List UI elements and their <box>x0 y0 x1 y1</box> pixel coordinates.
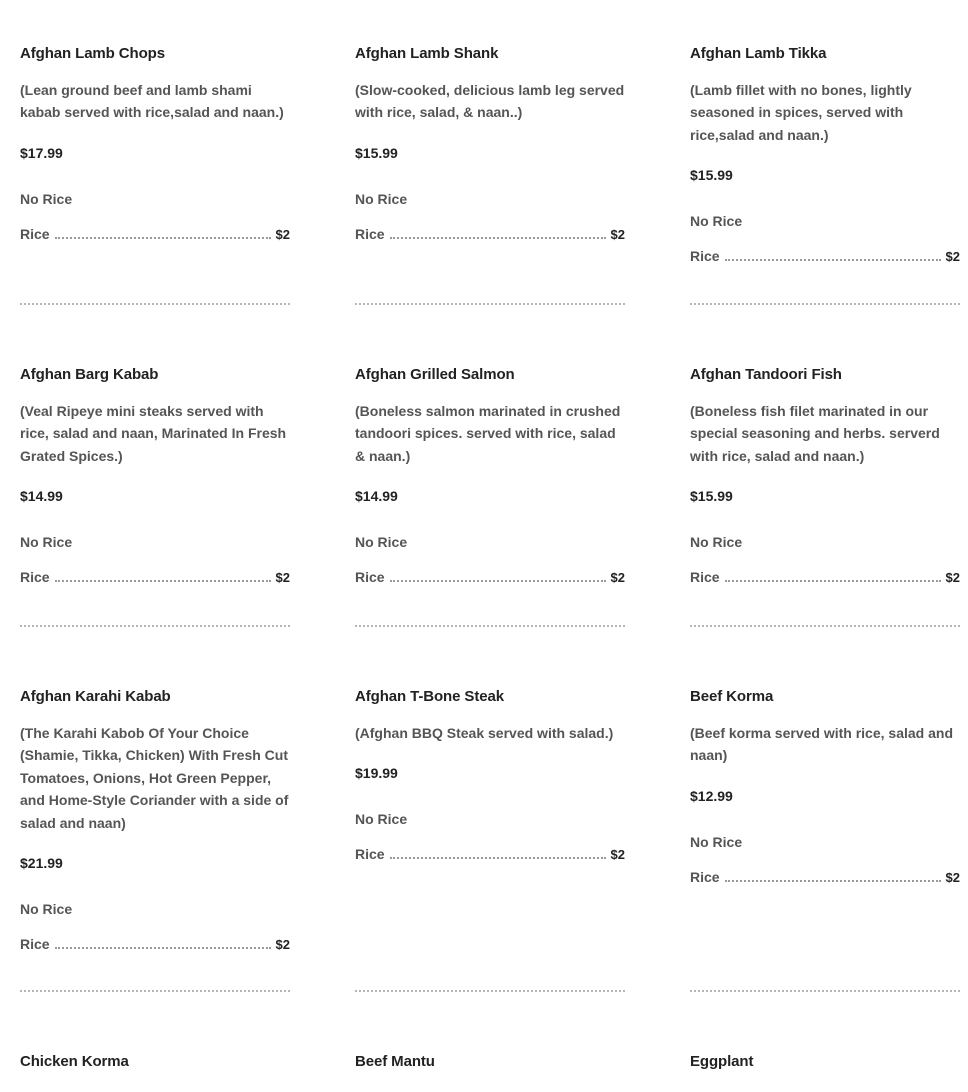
item-description: (Afghan BBQ Steak served with salad.) <box>355 725 614 741</box>
item-description: (Slow-cooked, delicious lamb leg served with rice, salad, & naan..) <box>355 82 625 121</box>
option-no-rice[interactable]: No Rice <box>355 811 408 828</box>
option-price: $2 <box>275 570 290 586</box>
menu-item-beef-korma[interactable] <box>690 688 960 887</box>
option-price: $2 <box>610 570 625 586</box>
item-name: Chicken Korma <box>20 1053 129 1070</box>
option-no-rice[interactable]: No Rice <box>355 190 408 207</box>
option-label: Rice <box>690 569 720 586</box>
option-label: Rice <box>20 569 50 586</box>
item-name: Afghan Lamb Shank <box>355 45 499 62</box>
menu-item-afghan-barg-kabab[interactable] <box>20 366 290 587</box>
item-price: $15.99 <box>690 167 733 184</box>
option-no-rice[interactable]: No Rice <box>690 213 743 230</box>
option-label: Rice <box>355 569 385 586</box>
dot-leader <box>725 569 941 582</box>
item-price: $15.99 <box>690 488 733 505</box>
item-description: (Veal Ripeye mini steaks served with rice, salad and naan, Marinated In Fresh Grated Spices.) <box>20 403 287 464</box>
option-price: $2 <box>275 226 290 242</box>
option-price: $2 <box>610 847 625 863</box>
item-separator <box>20 303 290 305</box>
menu-item-afghan-tandoori-fish[interactable] <box>690 366 960 587</box>
item-name: Afghan Tandoori Fish <box>690 366 842 383</box>
dot-leader <box>55 936 271 949</box>
item-separator <box>690 625 960 627</box>
option-rice[interactable] <box>20 568 290 587</box>
item-separator <box>690 303 960 305</box>
dot-leader <box>390 846 606 859</box>
option-rice[interactable] <box>355 568 625 587</box>
option-price: $2 <box>275 937 290 953</box>
item-description: (Lamb fillet with no bones, lightly seasoned in spices, served with rice,salad and naan.) <box>690 82 912 143</box>
item-name: Afghan T-Bone Steak <box>355 688 504 705</box>
item-separator <box>690 990 960 992</box>
option-no-rice[interactable]: No Rice <box>690 833 743 850</box>
item-price: $17.99 <box>20 144 63 161</box>
option-label: Rice <box>20 225 50 242</box>
option-no-rice[interactable]: No Rice <box>20 901 73 918</box>
item-separator <box>355 625 625 627</box>
item-description: (The Karahi Kabob Of Your Choice (Shamie, Tikka, Chicken) With Fresh Cut Tomatoes, Onions, Hot Green Pepper, and Home-Style Coriander with a side of salad and naan) <box>20 725 289 831</box>
item-name: Afghan Barg Kabab <box>20 366 159 383</box>
option-no-rice[interactable]: No Rice <box>355 534 408 551</box>
menu-item-afghan-lamb-shank[interactable] <box>355 45 625 244</box>
menu-item-afghan-t-bone-steak[interactable] <box>355 688 625 864</box>
item-description: (Beef korma served with rice, salad and naan) <box>690 725 953 764</box>
option-rice[interactable] <box>690 868 960 887</box>
dot-leader <box>725 248 941 261</box>
item-separator <box>355 990 625 992</box>
item-name: Afghan Karahi Kabab <box>20 688 171 705</box>
menu-item-eggplant[interactable] <box>690 1053 960 1071</box>
item-price: $12.99 <box>690 787 733 804</box>
option-label: Rice <box>690 248 720 265</box>
item-name: Afghan Grilled Salmon <box>355 366 515 383</box>
menu-item-afghan-karahi-kabab[interactable] <box>20 688 290 954</box>
menu-item-chicken-korma[interactable] <box>20 1053 290 1071</box>
menu-item-afghan-grilled-salmon[interactable] <box>355 366 625 587</box>
menu-item-beef-mantu[interactable] <box>355 1053 625 1071</box>
item-name: Beef Mantu <box>355 1053 435 1070</box>
item-name: Afghan Lamb Chops <box>20 45 165 62</box>
item-separator <box>355 303 625 305</box>
option-rice[interactable] <box>20 935 290 954</box>
item-price: $19.99 <box>355 765 398 782</box>
dot-leader <box>725 869 941 882</box>
item-separator <box>20 990 290 992</box>
dot-leader <box>390 226 606 239</box>
option-price: $2 <box>610 226 625 242</box>
item-description: (Lean ground beef and lamb shami kabab served with rice,salad and naan.) <box>20 82 284 121</box>
item-separator <box>20 625 290 627</box>
item-price: $14.99 <box>355 488 398 505</box>
option-rice[interactable] <box>355 845 625 864</box>
dot-leader <box>390 569 606 582</box>
option-price: $2 <box>945 570 960 586</box>
option-label: Rice <box>355 225 385 242</box>
item-price: $21.99 <box>20 855 63 872</box>
item-description: (Boneless fish filet marinated in our special seasoning and herbs. serverd with rice, salad and naan.) <box>690 403 940 464</box>
option-label: Rice <box>20 936 50 953</box>
option-no-rice[interactable]: No Rice <box>20 190 73 207</box>
option-price: $2 <box>945 869 960 885</box>
option-no-rice[interactable]: No Rice <box>690 534 743 551</box>
option-rice[interactable] <box>690 247 960 266</box>
item-price: $14.99 <box>20 488 63 505</box>
dot-leader <box>55 569 271 582</box>
option-no-rice[interactable]: No Rice <box>20 534 73 551</box>
dot-leader <box>55 226 271 239</box>
item-name: Eggplant <box>690 1053 754 1070</box>
item-price: $15.99 <box>355 144 398 161</box>
option-label: Rice <box>690 868 720 885</box>
option-rice[interactable] <box>690 568 960 587</box>
menu-item-afghan-lamb-chops[interactable] <box>20 45 290 244</box>
menu-item-afghan-lamb-tikka[interactable] <box>690 45 960 266</box>
item-name: Beef Korma <box>690 688 774 705</box>
option-rice[interactable] <box>355 225 625 244</box>
option-rice[interactable] <box>20 225 290 244</box>
option-label: Rice <box>355 846 385 863</box>
item-name: Afghan Lamb Tikka <box>690 45 827 62</box>
item-description: (Boneless salmon marinated in crushed tandoori spices. served with rice, salad & naan.) <box>355 403 621 464</box>
option-price: $2 <box>945 249 960 265</box>
